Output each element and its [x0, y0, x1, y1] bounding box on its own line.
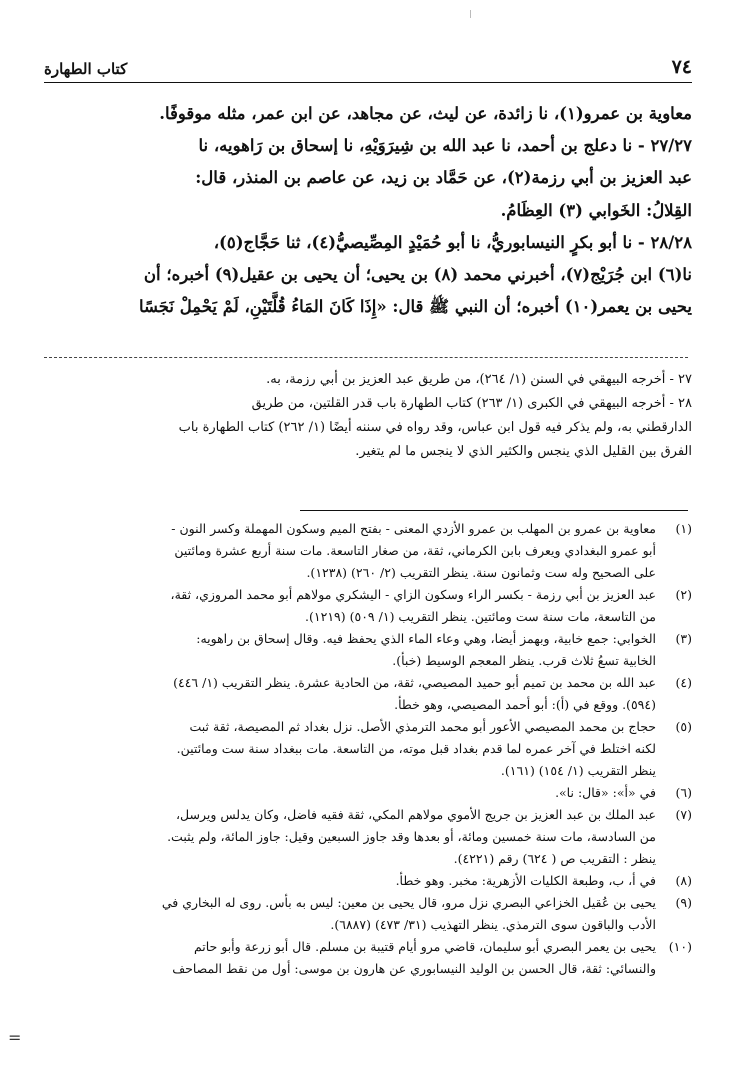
footnote-line: ينظر التقريب (١/ ١٥٤) (١٦١).	[500, 763, 656, 778]
footnote-number: (٩)	[675, 895, 692, 910]
footnote	[40, 716, 692, 782]
main-text	[40, 98, 692, 323]
footnote-line: ينظر : التقريب ص ( ٦٢٤) رقم (٤٢٢١).	[453, 851, 656, 866]
footnote-line: من السادسة، مات سنة خمسين ومائة، أو بعدها وقد جاوز السبعين وقيل: جاوز المائة، ولم يثبت.	[167, 829, 656, 844]
dashed-divider	[44, 357, 688, 358]
page-header	[44, 48, 692, 83]
footnote	[40, 892, 692, 936]
footnote-line: في أ، ب، وطبعة الكليات الأزهرية: مخبر. وهو خطأ.	[395, 873, 656, 888]
footnote-line: لكنه اختلط في آخر عمره لما قدم بغداد قبل موته، من التاسعة. مات ببغداد سنة ست ومائتين.	[176, 741, 656, 756]
page-number: ٧٤	[671, 56, 692, 78]
footnote-number: (١)	[675, 521, 692, 536]
continuation-mark: =	[8, 1028, 22, 1047]
footnote	[40, 584, 692, 628]
footnote-number: (٤)	[675, 675, 692, 690]
takhrij-line: ٢٧ - أخرجه البيهقي في السنن (١/ ٢٦٤)، من طريق عبد العزيز بن أبي رزمة، به.	[266, 372, 692, 387]
scan-mark	[470, 10, 471, 18]
footnote-divider	[300, 510, 688, 511]
footnote	[40, 518, 692, 584]
footnote	[40, 782, 692, 804]
main-line: ٢٨/٢٨ - نا أبو بكرٍ النيسابوريُّ، نا أبو حُمَيْدٍ المِصِّيصيُّ(٤)، ثنا حَجَّاج(٥)،	[213, 232, 692, 252]
footnote-line: الخابية تسعُ ثلاث قرب. ينظر المعجم الوسيط (خبأ).	[392, 653, 656, 668]
main-line: عبد العزيز بن أبي رزمة(٢)، عن حَمَّاد بن زيد، عن عاصم بن المنذر، قال:	[195, 168, 692, 188]
footnote-line: يحيى بن يعمر البصري أبو سليمان، قاضي مرو أيام قتيبة بن مسلم. قال أبو زرعة وأبو حاتم	[193, 939, 656, 954]
footnote-number: (١٠)	[668, 939, 692, 954]
footnote-line: الأدب والباقون سوى الترمذي. ينظر التهذيب (٣١/ ٤٧٣) (٦٨٨٧).	[330, 917, 656, 932]
footnote-number: (٥)	[675, 719, 692, 734]
main-line: نا(٦) ابن جُرَيْج(٧)، أخبرني محمد (٨) بن يحيى؛ أن يحيى بن عقيل(٩) أخبره؛ أن	[143, 265, 692, 285]
main-line: القِلالُ: الخَوابي (٣) العِظَامُ.	[500, 200, 692, 220]
footnote	[40, 804, 692, 870]
footnote-number: (٧)	[675, 807, 692, 822]
main-line: معاوية بن عمرو(١)، نا زائدة، عن ليث، عن مجاهد، عن ابن عمر، مثله موقوفًا.	[159, 104, 692, 123]
footnote-line: عبد العزيز بن أبي رزمة - بكسر الراء وسكون الزاي - اليشكري مولاهم أبو محمد المروزي، ثقة،	[170, 587, 656, 602]
running-title: كتاب الطهارة	[44, 60, 128, 78]
footnote-line: معاوية بن عمرو بن المهلب بن عمرو الأزدي المعنى - بفتح الميم وسكون المهملة وكسر النون -	[171, 521, 656, 536]
footnote-line: الخوابي: جمع خابية، وبهمز أيضا، وهي وعاء الماء الذي يحفظ فيه. وقال إسحاق بن راهويه:	[196, 631, 656, 646]
main-line: يحيى بن يعمر(١٠) أخبره؛ أن النبي ﷺ قال: «إِذَا كَانَ المَاءُ قُلَّتَيْنِ، لَمْ يَحْمِلْ نَجَسًا	[138, 297, 692, 317]
footnote-line: من التاسعة، مات سنة ست ومائتين. ينظر التقريب (١/ ٥٠٩) (١٢١٩).	[305, 609, 656, 624]
footnote	[40, 672, 692, 716]
footnote-line: على الصحيح وله ست وثمانون سنة. ينظر التقريب (٢/ ٢٦٠) (١٢٣٨).	[306, 565, 656, 580]
footnote	[40, 628, 692, 672]
footnote	[40, 870, 692, 892]
footnote-line: يحيى بن عُقيل الخزاعي البصري نزل مرو، قال يحيى بن معين: ليس به بأس. روى له البخاري في	[161, 895, 656, 910]
footnotes	[40, 518, 692, 980]
footnote-line: أبو عمرو البغدادي ويعرف بابن الكرماني، ثقة، من صغار التاسعة. مات سنة أربع عشرة ومائتين	[174, 543, 656, 558]
footnote-number: (٦)	[675, 785, 692, 800]
footnote	[40, 936, 692, 980]
footnote-line: والنسائي: ثقة، قال الحسن بن الوليد النيسابوري عن هارون بن موسى: أول من نقط المصاحف	[172, 961, 656, 976]
footnote-line: عبد الله بن محمد بن تميم أبو حميد المصيصي، ثقة، من الحادية عشرة. ينظر التقريب (١/ ٤٤٦)	[173, 675, 656, 690]
footnote-number: (٨)	[675, 873, 692, 888]
takhrij-section	[40, 368, 692, 464]
footnote-number: (٣)	[675, 631, 692, 646]
main-line: ٢٧/٢٧ - نا دعلج بن أحمد، نا عبد الله بن شِيرَوَيْهِ، نا إسحاق بن رَاهويه، نا	[198, 136, 692, 156]
takhrij-line: الفرق بين القليل الذي ينجس والكثير الذي لا ينجس ما لم يتغير.	[355, 444, 692, 459]
footnote-number: (٢)	[675, 587, 692, 602]
takhrij-line: ٢٨ - أخرجه البيهقي في الكبرى (١/ ٢٦٣) كتاب الطهارة باب قدر القلتين، من طريق	[251, 396, 692, 411]
takhrij-line: الدارقطني به، ولم يذكر فيه قول ابن عباس، وقد رواه في سننه أيضًا (١/ ٢٦٢) كتاب الطهارة باب	[178, 420, 692, 435]
footnote-line: حجاج بن محمد المصيصي الأعور أبو محمد الترمذي الأصل. نزل بغداد ثم المصيصة، ثقة ثبت	[189, 719, 656, 734]
footnote-line: (٥٩٤). ووقع في (أ): أبو أحمد المصيصي، وهو خطأ.	[394, 697, 656, 712]
footnote-line: عبد الملك بن عبد العزيز بن جريج الأموي مولاهم المكي، ثقة فقيه فاضل، وكان يدلس ويرسل،	[175, 807, 656, 822]
footnote-line: في «أ»: «قال: نا».	[555, 785, 656, 800]
